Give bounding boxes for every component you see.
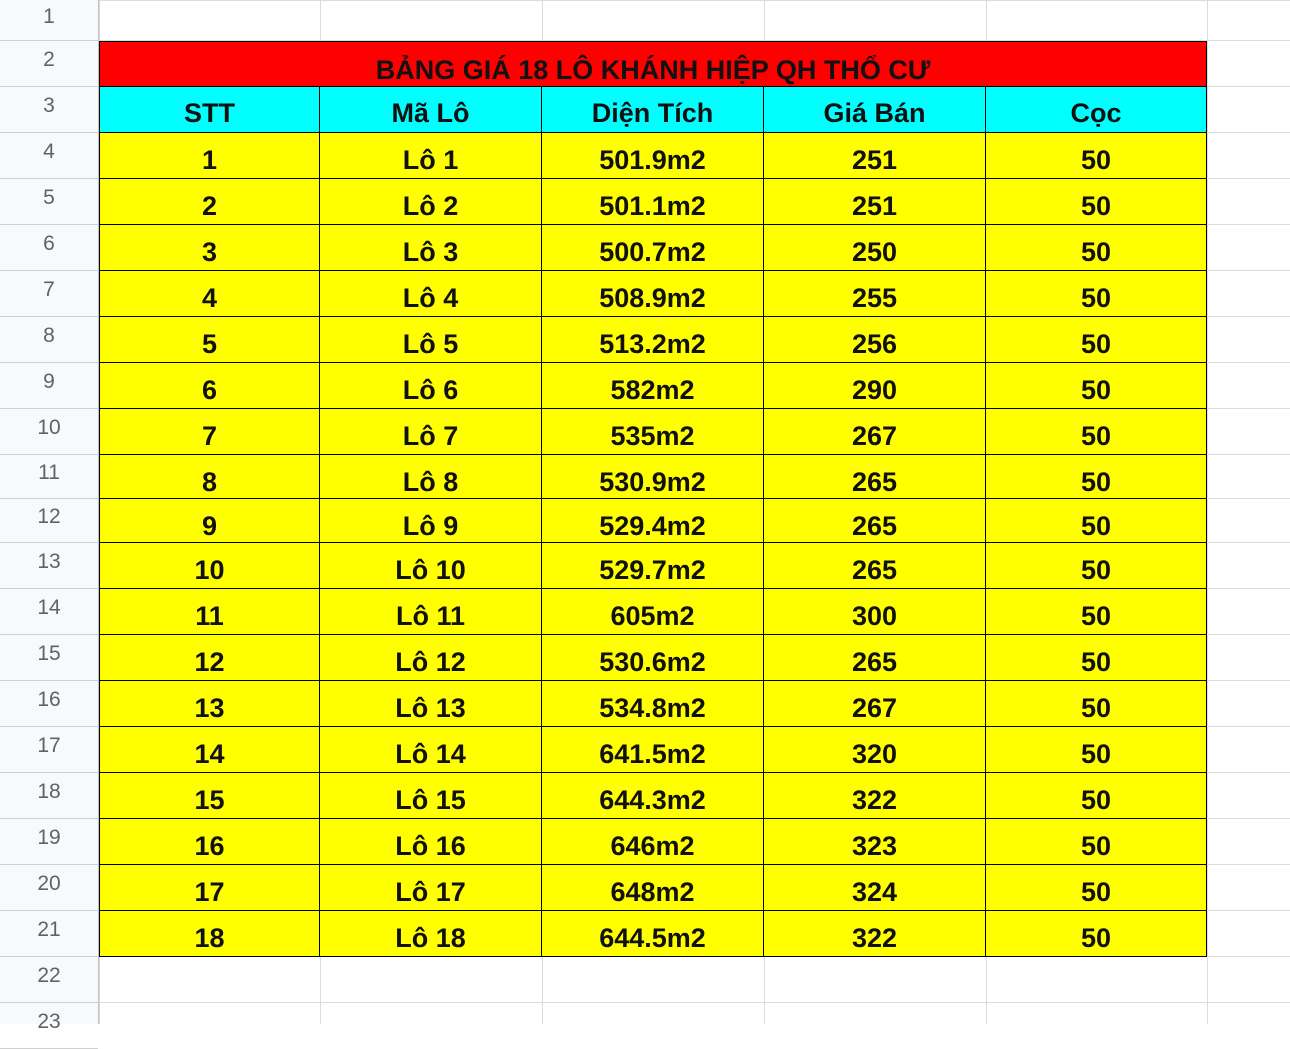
grid-row-line [99, 1002, 1290, 1003]
header-dien-tich[interactable]: Diện Tích [542, 87, 764, 133]
cell-coc[interactable]: 50 [986, 635, 1207, 681]
cell-ma-lo[interactable]: Lô 18 [320, 911, 542, 957]
cell-dien-tich[interactable]: 646m2 [542, 819, 764, 865]
table-row [99, 133, 1207, 179]
cell-stt[interactable]: 9 [99, 499, 320, 543]
table-row [99, 865, 1207, 911]
table-row [99, 635, 1207, 681]
cell-ma-lo[interactable]: Lô 10 [320, 543, 542, 589]
cell-stt[interactable]: 13 [99, 681, 320, 727]
cell-coc[interactable]: 50 [986, 865, 1207, 911]
table-title[interactable]: BẢNG GIÁ 18 LÔ KHÁNH HIỆP QH THỔ CƯ [99, 41, 1207, 87]
grid-row-line [99, 0, 1290, 1]
cell-coc[interactable]: 50 [986, 271, 1207, 317]
row-number[interactable]: 4 [0, 133, 98, 179]
row-number[interactable]: 22 [0, 957, 98, 1003]
row-number[interactable]: 1 [0, 0, 98, 41]
cell-ma-lo[interactable]: Lô 8 [320, 455, 542, 499]
cell-dien-tich[interactable]: 529.4m2 [542, 499, 764, 543]
cell-coc[interactable]: 50 [986, 179, 1207, 225]
cell-gia-ban[interactable]: 322 [764, 773, 986, 819]
cell-dien-tich[interactable]: 501.1m2 [542, 179, 764, 225]
cell-dien-tich[interactable]: 530.9m2 [542, 455, 764, 499]
cell-coc[interactable]: 50 [986, 911, 1207, 957]
grid-column-line [1207, 0, 1208, 1024]
cell-coc[interactable]: 50 [986, 499, 1207, 543]
row-number[interactable]: 17 [0, 727, 98, 773]
cell-gia-ban[interactable]: 250 [764, 225, 986, 271]
row-number[interactable]: 18 [0, 773, 98, 819]
cell-stt[interactable]: 8 [99, 455, 320, 499]
cell-coc[interactable]: 50 [986, 819, 1207, 865]
cell-ma-lo[interactable]: Lô 14 [320, 727, 542, 773]
table-row [99, 819, 1207, 865]
cell-gia-ban[interactable]: 265 [764, 635, 986, 681]
row-number[interactable]: 2 [0, 41, 98, 87]
row-number[interactable]: 9 [0, 363, 98, 409]
cell-stt[interactable]: 12 [99, 635, 320, 681]
header-row [99, 87, 1207, 133]
cell-gia-ban[interactable]: 265 [764, 543, 986, 589]
cell-coc[interactable]: 50 [986, 455, 1207, 499]
row-number[interactable]: 14 [0, 589, 98, 635]
cell-stt[interactable]: 10 [99, 543, 320, 589]
table-row [99, 455, 1207, 499]
cell-gia-ban[interactable]: 267 [764, 681, 986, 727]
cell-gia-ban[interactable]: 320 [764, 727, 986, 773]
cell-gia-ban[interactable]: 267 [764, 409, 986, 455]
cell-dien-tich[interactable]: 501.9m2 [542, 133, 764, 179]
header-ma-lo[interactable]: Mã Lô [320, 87, 542, 133]
cell-coc[interactable]: 50 [986, 225, 1207, 271]
table-row [99, 681, 1207, 727]
cell-gia-ban[interactable]: 290 [764, 363, 986, 409]
cell-dien-tich[interactable]: 644.3m2 [542, 773, 764, 819]
row-number[interactable]: 6 [0, 225, 98, 271]
header-stt[interactable]: STT [99, 87, 320, 133]
header-coc[interactable]: Cọc [986, 87, 1207, 133]
cell-gia-ban[interactable]: 300 [764, 589, 986, 635]
cell-gia-ban[interactable]: 251 [764, 133, 986, 179]
cell-coc[interactable]: 50 [986, 409, 1207, 455]
header-gia-ban[interactable]: Giá Bán [764, 87, 986, 133]
cell-dien-tich[interactable]: 513.2m2 [542, 317, 764, 363]
cell-dien-tich[interactable]: 529.7m2 [542, 543, 764, 589]
row-number[interactable]: 20 [0, 865, 98, 911]
cell-gia-ban[interactable]: 251 [764, 179, 986, 225]
cell-stt[interactable]: 1 [99, 133, 320, 179]
cell-ma-lo[interactable]: Lô 5 [320, 317, 542, 363]
row-number[interactable]: 15 [0, 635, 98, 681]
cell-stt[interactable]: 18 [99, 911, 320, 957]
cell-ma-lo[interactable]: Lô 16 [320, 819, 542, 865]
cell-stt[interactable]: 4 [99, 271, 320, 317]
row-number[interactable]: 3 [0, 87, 98, 133]
cell-ma-lo[interactable]: Lô 9 [320, 499, 542, 543]
cell-ma-lo[interactable]: Lô 4 [320, 271, 542, 317]
cell-gia-ban[interactable]: 265 [764, 455, 986, 499]
cell-stt[interactable]: 14 [99, 727, 320, 773]
row-number[interactable]: 8 [0, 317, 98, 363]
table-row [99, 911, 1207, 957]
cell-gia-ban[interactable]: 323 [764, 819, 986, 865]
table-row [99, 179, 1207, 225]
cell-dien-tich[interactable]: 582m2 [542, 363, 764, 409]
cell-stt[interactable]: 6 [99, 363, 320, 409]
cell-dien-tich[interactable]: 644.5m2 [542, 911, 764, 957]
table-row [99, 409, 1207, 455]
cell-coc[interactable]: 50 [986, 773, 1207, 819]
cell-coc[interactable]: 50 [986, 317, 1207, 363]
table-row [99, 317, 1207, 363]
cell-coc[interactable]: 50 [986, 363, 1207, 409]
cell-coc[interactable]: 50 [986, 681, 1207, 727]
cell-gia-ban[interactable]: 322 [764, 911, 986, 957]
cell-stt[interactable]: 5 [99, 317, 320, 363]
row-number[interactable]: 21 [0, 911, 98, 957]
cell-dien-tich[interactable]: 500.7m2 [542, 225, 764, 271]
cell-dien-tich[interactable]: 508.9m2 [542, 271, 764, 317]
table-row [99, 225, 1207, 271]
row-number[interactable]: 16 [0, 681, 98, 727]
cell-ma-lo[interactable]: Lô 15 [320, 773, 542, 819]
row-header-column [0, 0, 99, 1033]
cell-coc[interactable]: 50 [986, 727, 1207, 773]
cell-stt[interactable]: 2 [99, 179, 320, 225]
cell-ma-lo[interactable]: Lô 12 [320, 635, 542, 681]
cell-stt[interactable]: 11 [99, 589, 320, 635]
cell-ma-lo[interactable]: Lô 6 [320, 363, 542, 409]
table-row [99, 271, 1207, 317]
table-row [99, 727, 1207, 773]
row-number[interactable]: 7 [0, 271, 98, 317]
cell-coc[interactable]: 50 [986, 133, 1207, 179]
cell-gia-ban[interactable]: 324 [764, 865, 986, 911]
cell-stt[interactable]: 7 [99, 409, 320, 455]
cell-stt[interactable]: 17 [99, 865, 320, 911]
cell-stt[interactable]: 16 [99, 819, 320, 865]
row-number[interactable]: 10 [0, 409, 98, 455]
row-number[interactable]: 19 [0, 819, 98, 865]
cell-ma-lo[interactable]: Lô 13 [320, 681, 542, 727]
cell-ma-lo[interactable]: Lô 2 [320, 179, 542, 225]
cell-coc[interactable]: 50 [986, 543, 1207, 589]
cell-gia-ban[interactable]: 255 [764, 271, 986, 317]
cell-dien-tich[interactable]: 641.5m2 [542, 727, 764, 773]
cell-dien-tich[interactable]: 535m2 [542, 409, 764, 455]
row-number[interactable]: 23 [0, 1003, 98, 1049]
cell-stt[interactable]: 15 [99, 773, 320, 819]
cell-dien-tich[interactable]: 605m2 [542, 589, 764, 635]
table-row [99, 589, 1207, 635]
cell-ma-lo[interactable]: Lô 7 [320, 409, 542, 455]
cell-ma-lo[interactable]: Lô 3 [320, 225, 542, 271]
row-number[interactable]: 12 [0, 499, 98, 543]
cell-dien-tich[interactable]: 530.6m2 [542, 635, 764, 681]
cell-stt[interactable]: 3 [99, 225, 320, 271]
table-row [99, 543, 1207, 589]
row-number[interactable]: 13 [0, 543, 98, 589]
cell-ma-lo[interactable]: Lô 17 [320, 865, 542, 911]
cell-ma-lo[interactable]: Lô 1 [320, 133, 542, 179]
table-row [99, 499, 1207, 543]
cell-coc[interactable]: 50 [986, 589, 1207, 635]
table-row [99, 773, 1207, 819]
table-row [99, 363, 1207, 409]
row-number[interactable]: 5 [0, 179, 98, 225]
row-number[interactable]: 11 [0, 455, 98, 499]
cell-ma-lo[interactable]: Lô 11 [320, 589, 542, 635]
cell-dien-tich[interactable]: 648m2 [542, 865, 764, 911]
cell-gia-ban[interactable]: 265 [764, 499, 986, 543]
cell-dien-tich[interactable]: 534.8m2 [542, 681, 764, 727]
cell-gia-ban[interactable]: 256 [764, 317, 986, 363]
